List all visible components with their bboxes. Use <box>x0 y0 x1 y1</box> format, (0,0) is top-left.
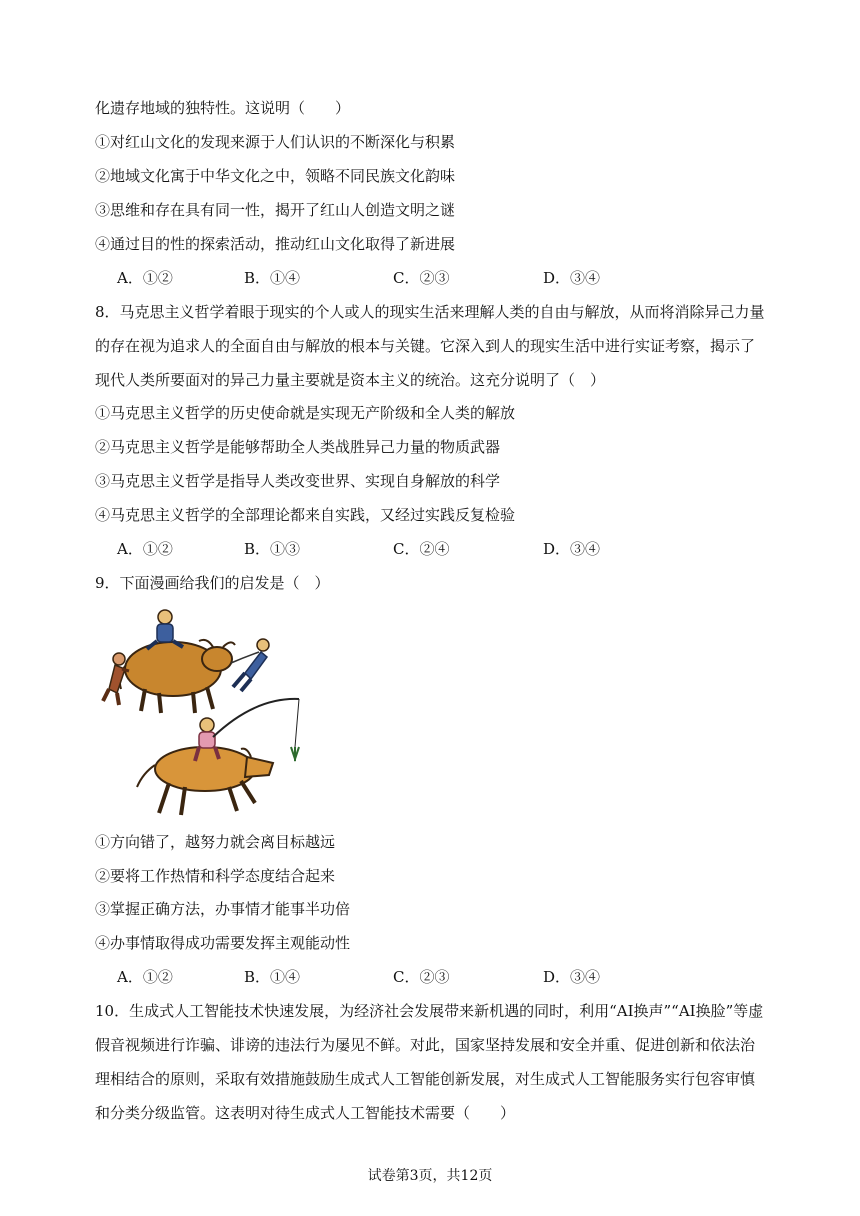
q7-item-2: ②地域文化寓于中华文化之中，领略不同民族文化韵味 <box>95 167 456 185</box>
q9-stem: 9．下面漫画给我们的启发是（ ） <box>95 574 330 592</box>
q7-option-d[interactable]: D．③④ <box>543 269 601 287</box>
q10-stem-line-3: 理相结合的原则，采取有效措施鼓励生成式人工智能创新发展，对生成式人工智能服务实行包容审慎 <box>95 1070 756 1088</box>
q9-option-c[interactable]: C．②③ <box>393 968 450 986</box>
q9-item-4: ④办事情取得成功需要发挥主观能动性 <box>95 934 351 952</box>
q7-item-1: ①对红山文化的发现来源于人们认识的不断深化与积累 <box>95 133 456 151</box>
page-footer: 试卷第3页，共12页 <box>367 1168 493 1184</box>
q8-stem-line-2: 的存在视为追求人的全面自由与解放的根本与关键。它深入到人的现实生活中进行实证考察，揭示了 <box>95 337 756 355</box>
q8-item-3: ③马克思主义哲学是指导人类改变世界、实现自身解放的科学 <box>95 472 501 490</box>
q9-item-1: ①方向错了，越努力就会离目标越远 <box>95 833 336 851</box>
q9-option-b[interactable]: B．①④ <box>244 968 301 986</box>
q10-stem-line-4: 和分类分级监管。这表明对待生成式人工智能技术需要（ ） <box>95 1104 516 1122</box>
q10-stem-line-1: 10．生成式人工智能技术快速发展，为经济社会发展带来新机遇的同时，利用“AI换声”“AI换脸”等虚 <box>95 1002 764 1020</box>
q9-option-d[interactable]: D．③④ <box>543 968 601 986</box>
q8-item-4: ④马克思主义哲学的全部理论都来自实践，又经过实践反复检验 <box>95 506 516 524</box>
q7-option-a[interactable]: A．①② <box>117 269 173 287</box>
q7-item-3: ③思维和存在具有同一性，揭开了红山人创造文明之谜 <box>95 201 456 219</box>
comic-illustration <box>95 597 310 827</box>
q7-item-4: ④通过目的性的探索活动，推动红山文化取得了新进展 <box>95 235 456 253</box>
q8-item-1: ①马克思主义哲学的历史使命就是实现无产阶级和全人类的解放 <box>95 404 516 422</box>
q8-stem-line-3: 现代人类所要面对的异己力量主要就是资本主义的统治。这充分说明了（ ） <box>95 371 606 389</box>
q7-option-c[interactable]: C．②③ <box>393 269 450 287</box>
q7-stem-end: 化遗存地域的独特性。这说明（ ） <box>95 99 351 117</box>
q9-item-2: ②要将工作热情和科学态度结合起来 <box>95 867 336 885</box>
q8-option-d[interactable]: D．③④ <box>543 540 601 558</box>
q8-item-2: ②马克思主义哲学是能够帮助全人类战胜异己力量的物质武器 <box>95 438 501 456</box>
q7-option-b[interactable]: B．①④ <box>244 269 301 287</box>
q8-option-c[interactable]: C．②④ <box>393 540 450 558</box>
q9-option-a[interactable]: A．①② <box>117 968 173 986</box>
q10-stem-line-2: 假音视频进行诈骗、诽谤的违法行为屡见不鲜。对此，国家坚持发展和安全并重、促进创新和依法治 <box>95 1036 756 1054</box>
q8-option-a[interactable]: A．①② <box>117 540 173 558</box>
q8-stem-line-1: 8．马克思主义哲学着眼于现实的个人或人的现实生活来理解人类的自由与解放，从而将消除异己力量 <box>95 303 765 321</box>
comic-top-panel <box>103 610 269 713</box>
q8-option-b[interactable]: B．①③ <box>244 540 301 558</box>
q9-item-3: ③掌握正确方法，办事情才能事半功倍 <box>95 900 351 918</box>
comic-bottom-panel <box>137 699 299 815</box>
